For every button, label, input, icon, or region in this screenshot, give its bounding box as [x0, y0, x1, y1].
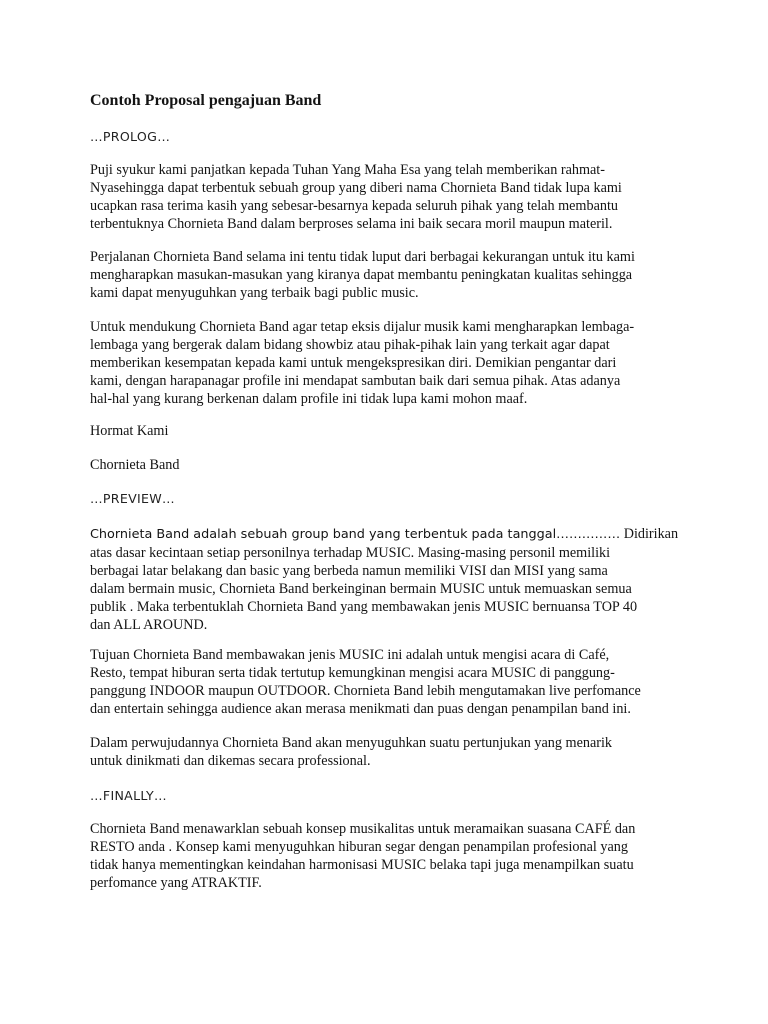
text-line: Resto, tempat hiburan serta tidak tertutup kemungkinan mengisi acara MUSIC di panggung-	[90, 665, 615, 681]
prolog-paragraph-3	[90, 318, 690, 408]
text-line: dalam bermain music, Chornieta Band berkeinginan bermain MUSIC untuk memuaskan semua	[90, 581, 632, 597]
text-fragment: Chornieta Band adalah sebuah group band yang terbentuk pada tanggal……………	[90, 527, 621, 542]
text-line: hal-hal yang kurang berkenan dalam profile ini tidak lupa kami mohon maaf.	[90, 391, 528, 407]
text-line: Perjalanan Chornieta Band selama ini tentu tidak luput dari berbagai kekurangan untuk itu kami	[90, 249, 635, 265]
text-line: kami dapat menyuguhkan yang terbaik bagi public music.	[90, 285, 419, 301]
text-line	[90, 525, 690, 544]
finally-heading: …FINALLY…	[90, 788, 167, 803]
text-line: mengharapkan masukan-masukan yang kiranya dapat membantu peningkatan kualitas sehingga	[90, 267, 633, 283]
text-line: lembaga yang bergerak dalam bidang showbiz atau pihak-pihak lain yang terkait agar dapat	[90, 337, 610, 353]
text-line: atas dasar kecintaan setiap personilnya terhadap MUSIC. Masing-masing personil memiliki	[90, 545, 611, 561]
preview-paragraph-2	[90, 646, 690, 718]
text-line: berbagai latar belakang dan basic yang berbeda namun memiliki VISI dan MISI yang sama	[90, 563, 608, 579]
text-line: Dalam perwujudannya Chornieta Band akan menyuguhkan suatu pertunjukan yang menarik	[90, 735, 613, 751]
text-line: Chornieta Band menawarklan sebuah konsep musikalitas untuk meramaikan suasana CAFÉ dan	[90, 821, 636, 837]
text-line: perfomance yang ATRAKTIF.	[90, 875, 262, 891]
prolog-paragraph-1	[90, 161, 690, 233]
preview-heading: …PREVIEW…	[90, 491, 175, 506]
text-line: dan ALL AROUND.	[90, 617, 208, 633]
closing-greeting: Hormat Kami	[90, 423, 169, 439]
closing-signature-name: Chornieta Band	[90, 457, 180, 473]
text-line: Nyasehingga dapat terbentuk sebuah group yang diberi nama Chornieta Band tidak lupa kami	[90, 180, 622, 196]
text-line: dan entertain sehingga audience akan merasa menikmati dan puas dengan penampilan band ini.	[90, 701, 631, 717]
text-line: kami, dengan harapanagar profile ini mendapat sambutan baik dari semua pihak. Atas adanya	[90, 373, 621, 389]
text-line: RESTO anda . Konsep kami menyuguhkan hiburan segar dengan penampilan profesional yang	[90, 839, 628, 855]
text-line: memberikan kesempatan kepada kami untuk mengekspresikan diri. Demikian pengantar dari	[90, 355, 617, 371]
text-line: Puji syukur kami panjatkan kepada Tuhan Yang Maha Esa yang telah memberikan rahmat-	[90, 162, 605, 178]
text-line: Untuk mendukung Chornieta Band agar tetap eksis dijalur musik kami mengharapkan lembaga-	[90, 319, 635, 335]
prolog-paragraph-2	[90, 248, 690, 302]
preview-paragraph-3	[90, 734, 690, 770]
text-line: publik . Maka terbentuklah Chornieta Band yang membawakan jenis MUSIC bernuansa TOP 40	[90, 599, 638, 615]
finally-paragraph-1	[90, 820, 690, 892]
text-line: terbentuknya Chornieta Band dalam berproses selama ini baik secara moril maupun materil.	[90, 216, 613, 232]
text-line: ucapkan rasa terima kasih yang sebesar-besarnya kepada seluruh pihak yang telah membantu	[90, 198, 618, 214]
text-line: panggung INDOOR maupun OUTDOOR. Chornieta Band lebih mengutamakan live perfomance	[90, 683, 641, 699]
document-title: Contoh Proposal pengajuan Band	[90, 92, 322, 109]
text-line: tidak hanya mementingkan keindahan harmonisasi MUSIC belaka tapi juga menampilkan suatu	[90, 857, 634, 873]
text-fragment: Didirikan	[620, 526, 679, 542]
text-line: untuk dinikmati dan dikemas secara professional.	[90, 753, 371, 769]
preview-paragraph-1	[90, 525, 690, 634]
text-line: Tujuan Chornieta Band membawakan jenis MUSIC ini adalah untuk mengisi acara di Café,	[90, 647, 610, 663]
prolog-heading: …PROLOG…	[90, 129, 171, 144]
